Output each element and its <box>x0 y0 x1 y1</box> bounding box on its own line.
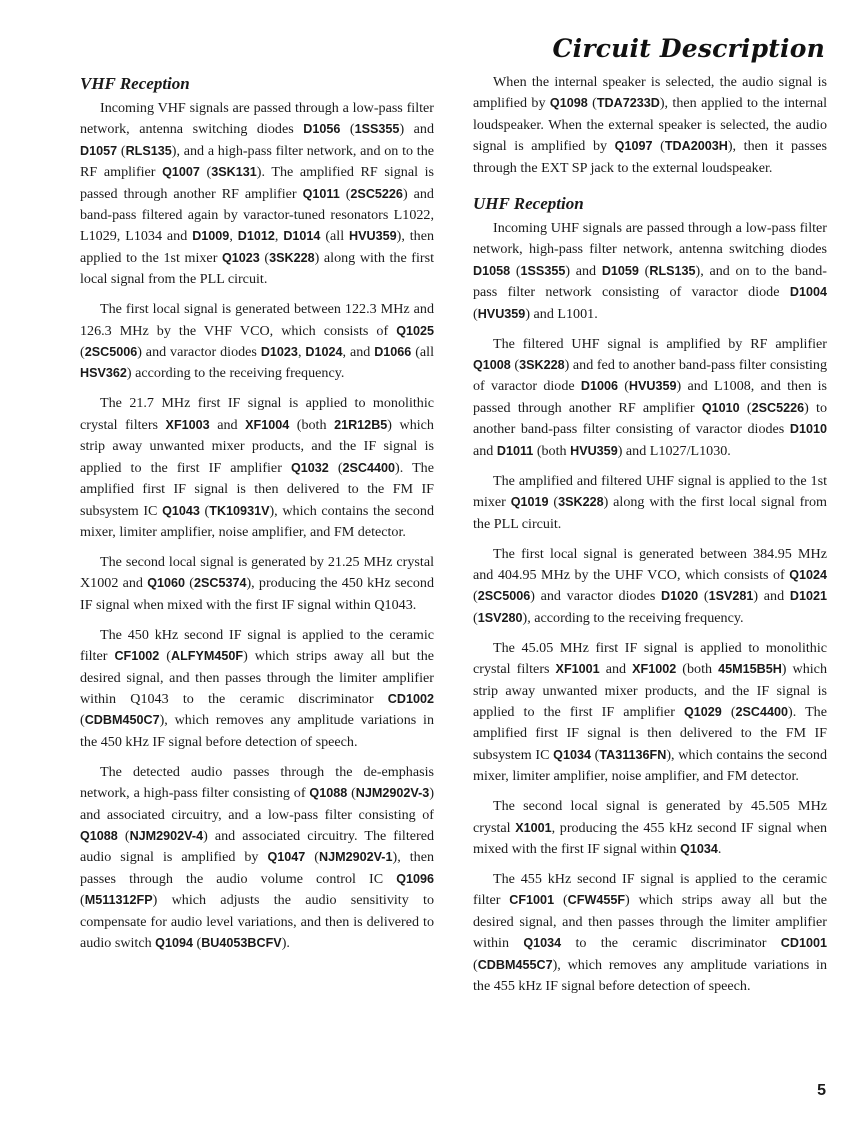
paragraph-text: ( <box>638 262 650 279</box>
paragraph-text: , <box>297 344 306 361</box>
component-designator: 1SV280 <box>477 610 523 625</box>
paragraph-text: The 21.7 MHz first IF signal is applied to monolithic crystal filters <box>80 395 434 433</box>
body-paragraph <box>80 299 434 385</box>
paragraph-text: ( <box>305 849 319 866</box>
paragraph-text: ( <box>259 249 270 266</box>
component-designator: 3SK228 <box>269 250 315 265</box>
paragraph-text: ), then applied to the internal loudspeaker. When the external speaker is selected, the audio signal is amplified by <box>473 95 827 155</box>
component-designator: TDA7233D <box>596 96 660 111</box>
paragraph-text: ( <box>192 935 202 951</box>
component-designator: TA31136FN <box>599 747 667 762</box>
paragraph-text: ( <box>473 588 478 605</box>
paragraph-text: ) which adjusts the audio sensitivity to compensate for audio level variations, and then is delivered to audio switch <box>80 892 434 951</box>
component-designator: D1056 <box>303 122 341 137</box>
body-paragraph <box>473 334 827 462</box>
component-designator: Q1094 <box>155 936 193 950</box>
paragraph-text: ( <box>117 142 126 159</box>
paragraph-text: ). The amplified RF signal is passed through another RF amplifier <box>80 164 434 202</box>
body-paragraph <box>473 796 827 860</box>
speaker-output-paragraphs <box>473 72 827 179</box>
component-designator: 1SS355 <box>354 122 400 137</box>
paragraph-text: ). The amplified first IF signal is then delivered to the FM IF subsystem IC <box>473 703 827 763</box>
paragraph-text: ), according to the receiving frequency. <box>522 609 744 626</box>
component-designator: BU4053BCFV <box>201 936 282 950</box>
paragraph-text: The amplified and filtered UHF signal is applied to the 1st mixer <box>473 472 827 511</box>
component-designator: HVU359 <box>570 443 618 458</box>
paragraph-text: The first local signal is generated between 384.95 MHz and 404.95 MHz by the UHF VCO, which consists of <box>473 545 827 583</box>
component-designator: HSV362 <box>80 366 127 381</box>
paragraph-text: (all <box>320 228 350 245</box>
paragraph-text: ), then it passes through the EXT SP jack to the external loudspeaker. <box>473 138 828 176</box>
component-designator: CD1001 <box>780 936 827 951</box>
paragraph-text: The 45.05 MHz first IF signal is applied to monolithic crystal filters <box>473 639 827 678</box>
paragraph-text: ) and <box>565 262 602 279</box>
paragraph-text: ). The amplified first IF signal is then delivered to the FM IF subsystem IC <box>80 459 434 519</box>
paragraph-text: ) and L1008, and then is passed through another RF amplifier <box>473 378 827 416</box>
component-designator: 1SV281 <box>708 589 754 604</box>
component-designator: Q1096 <box>396 871 434 886</box>
paragraph-text: , <box>274 228 284 245</box>
component-designator: 2SC5006 <box>84 345 138 360</box>
component-designator: Q1032 <box>290 460 329 475</box>
component-designator: Q1088 <box>309 786 348 801</box>
component-designator: D1014 <box>283 229 321 244</box>
paragraph-text: ( <box>473 609 478 626</box>
component-designator: TK10931V <box>209 503 270 518</box>
paragraph-text: (both <box>289 416 335 433</box>
component-designator: 2SC5226 <box>350 186 403 201</box>
paragraph-text: ), which removes any amplitude variations in the 455 kHz IF signal before detection of speech. <box>473 956 827 994</box>
paragraph-text: ). <box>281 935 290 951</box>
component-designator: 3SK228 <box>519 358 565 373</box>
paragraph-text: ) along with the first local signal from the PLL circuit. <box>473 494 827 532</box>
body-paragraph <box>473 544 827 630</box>
paragraph-text: (all <box>411 344 435 361</box>
component-designator: 2SC4400 <box>735 704 789 719</box>
page-number: 5 <box>817 1082 826 1099</box>
component-designator: 45M15B5H <box>718 662 782 677</box>
component-designator: Q1019 <box>510 495 549 510</box>
paragraph-text: ) and band-pass filtered again by varactor-tuned resonators L1022, L1029, L1034 and <box>80 185 434 245</box>
paragraph-text: to the ceramic discriminator <box>561 935 781 952</box>
component-designator: Q1011 <box>302 186 340 201</box>
component-designator: RLS135 <box>125 143 172 158</box>
component-designator: CF1002 <box>114 649 160 664</box>
paragraph-text: ) and varactor diodes <box>137 344 261 361</box>
paragraph-text: ( <box>473 956 478 973</box>
paragraph-text: The second local signal is generated by 21.25 MHz crystal X1002 and <box>80 553 434 592</box>
component-designator: D1011 <box>496 443 534 458</box>
component-designator: D1059 <box>601 263 639 278</box>
paragraph-text: ( <box>80 344 85 361</box>
paragraph-text: ( <box>199 164 212 181</box>
uhf-reception-paragraphs <box>473 218 827 997</box>
component-designator: M511312FP <box>84 893 153 908</box>
component-designator: D1023 <box>260 345 298 360</box>
component-designator: NJM2902V-1 <box>319 850 393 865</box>
body-paragraph <box>80 625 434 753</box>
paragraph-text: Incoming UHF signals are passed through a low-pass filter network, high-pass filter network, antenna switching diodes <box>473 220 827 258</box>
body-paragraph <box>473 72 827 179</box>
paragraph-text: ( <box>721 703 736 720</box>
component-designator: Q1097 <box>614 139 653 154</box>
component-designator: 3SK228 <box>558 495 604 510</box>
component-designator: Q1034 <box>553 747 591 762</box>
paragraph-text: ) and varactor diodes <box>530 588 662 605</box>
paragraph-text: ), which removes any amplitude variations in the 450 kHz IF signal before detection of speech. <box>80 712 434 750</box>
paragraph-text: ( <box>117 827 130 844</box>
component-designator: Q1043 <box>162 503 200 518</box>
body-paragraph <box>80 393 434 543</box>
paragraph-text: ) and associated circuitry. The filtered audio signal is amplified by <box>80 827 434 866</box>
component-designator: Q1008 <box>473 358 511 373</box>
paragraph-text: ) to another band-pass filter consisting of varactor diodes <box>473 399 827 438</box>
paragraph-text: ( <box>340 121 355 138</box>
component-designator: D1058 <box>473 263 511 278</box>
paragraph-text: The detected audio passes through the de-emphasis network, a high-pass filter consisting of <box>80 763 434 802</box>
paragraph-text: ( <box>510 357 520 374</box>
component-designator: RLS135 <box>649 263 696 278</box>
paragraph-text: ( <box>548 494 559 511</box>
component-designator: Q1047 <box>267 850 306 865</box>
paragraph-text: ), and on to the band-pass filter network consisting of varactor diode <box>473 262 827 301</box>
paragraph-text: ( <box>159 648 171 665</box>
component-designator: CD1002 <box>387 691 434 706</box>
component-designator: Q1024 <box>789 567 827 582</box>
body-paragraph <box>80 762 434 955</box>
component-designator: CDBM455C7 <box>477 957 553 972</box>
component-designator: Q1007 <box>162 165 200 180</box>
component-designator: XF1004 <box>245 417 290 432</box>
component-designator: D1066 <box>374 345 412 360</box>
component-designator: CDBM450C7 <box>84 713 160 728</box>
paragraph-text: ) and <box>753 588 790 605</box>
right-column <box>473 72 827 1006</box>
component-designator: Q1010 <box>701 400 740 415</box>
body-paragraph <box>80 98 434 291</box>
paragraph-text: ) according to the receiving frequency. <box>126 365 345 382</box>
paragraph-text: (both <box>676 661 719 678</box>
paragraph-text: ( <box>185 575 194 592</box>
body-paragraph <box>473 218 827 325</box>
left-column <box>80 72 434 963</box>
component-designator: HVU359 <box>628 379 677 394</box>
component-designator: ALFYM450F <box>170 649 244 664</box>
body-paragraph <box>473 638 827 788</box>
paragraph-text: ), which contains the second mixer, limiter amplifier, noise amplifier, and FM detector. <box>473 746 828 785</box>
body-paragraph <box>473 869 827 997</box>
component-designator: Q1098 <box>549 96 588 111</box>
paragraph-text: Incoming VHF signals are passed through a low-pass filter network, antenna switching diodes <box>80 100 434 138</box>
paragraph-text: ( <box>739 399 752 416</box>
paragraph-text: ( <box>199 502 210 519</box>
paragraph-text: ) which strip away unwanted mixer products, and the IF signal is applied to the first IF amplifier <box>80 416 434 476</box>
paragraph-text: The first local signal is generated between 122.3 MHz and 126.3 MHz by the VHF VCO, which consists of <box>80 301 434 339</box>
component-designator: D1057 <box>80 143 118 158</box>
paragraph-text: ) and <box>399 121 435 138</box>
component-designator: CFW455F <box>567 893 626 908</box>
component-designator: Q1023 <box>222 250 260 265</box>
body-paragraph <box>80 552 434 616</box>
component-designator: 2SC5374 <box>193 576 247 591</box>
paragraph-text: ( <box>347 785 356 802</box>
paragraph-text: , producing the 455 kHz second IF signal when mixed with the first IF signal within <box>473 819 828 857</box>
paragraph-text: (both <box>533 442 571 459</box>
paragraph-text: ), then applied to the 1st mixer <box>80 228 435 266</box>
paragraph-text: ( <box>80 892 85 909</box>
component-designator: 1SS355 <box>520 263 566 278</box>
page-title: Circuit Description <box>552 34 825 63</box>
paragraph-text: and <box>473 442 497 459</box>
paragraph-text: The 450 kHz second IF signal is applied to the ceramic filter <box>80 626 434 665</box>
paragraph-text: ( <box>652 138 665 155</box>
paragraph-text: The second local signal is generated by 45.505 MHz crystal <box>473 798 827 836</box>
component-designator: TDA2003H <box>664 139 728 154</box>
paragraph-text: ) and L1001. <box>525 305 598 322</box>
component-designator: 2SC4400 <box>342 460 396 475</box>
paragraph-text: ( <box>590 746 600 763</box>
paragraph-text: ) and L1027/L1030. <box>617 442 731 459</box>
paragraph-text: , and <box>342 344 375 361</box>
component-designator: D1009 <box>192 229 230 244</box>
component-designator: Q1034 <box>680 841 718 856</box>
paragraph-text: ), producing the 450 kHz second IF signal when mixed with the first IF signal within Q1043. <box>80 575 434 613</box>
paragraph-text: ), then passes through the audio volume control IC <box>80 849 434 887</box>
component-designator: D1024 <box>305 345 343 360</box>
component-designator: XF1001 <box>555 662 600 677</box>
paragraph-text: ) which strips away all but the desired signal, and then passes through the limiter amplifier within Q1043 to the ceramic discriminator <box>80 648 435 707</box>
component-designator: CF1001 <box>509 893 555 908</box>
paragraph-text: When the internal speaker is selected, the audio signal is amplified by <box>473 74 827 112</box>
component-designator: D1006 <box>580 379 618 394</box>
paragraph-text: . <box>717 840 722 857</box>
component-designator: Q1060 <box>147 576 186 591</box>
paragraph-text: ) which strip away unwanted mixer products, and the IF signal is applied to the first IF amplifier <box>473 661 827 720</box>
vhf-reception-paragraphs <box>80 98 434 954</box>
paragraph-text: ( <box>80 712 85 729</box>
paragraph-text: ( <box>698 588 709 605</box>
component-designator: D1020 <box>661 589 699 604</box>
component-designator: 2SC5226 <box>751 400 805 415</box>
paragraph-text: ( <box>587 95 597 112</box>
component-designator: D1004 <box>789 285 827 300</box>
paragraph-text: ( <box>510 262 521 279</box>
component-designator: 3SK131 <box>211 165 257 180</box>
paragraph-text: and <box>599 661 633 678</box>
component-designator: XF1003 <box>165 417 210 432</box>
component-designator: NJM2902V-3 <box>355 786 430 801</box>
body-paragraph <box>473 471 827 535</box>
paragraph-text: ( <box>328 459 343 476</box>
paragraph-text: ( <box>473 305 478 322</box>
component-designator: Q1029 <box>683 704 722 719</box>
component-designator: D1010 <box>789 422 827 437</box>
paragraph-text: The filtered UHF signal is amplified by RF amplifier <box>493 335 827 352</box>
paragraph-text: and <box>209 416 246 433</box>
component-designator: D1012 <box>237 229 275 244</box>
paragraph-text: ( <box>554 892 568 909</box>
section-heading-uhf-reception: UHF Reception <box>473 194 584 214</box>
paragraph-text: ), which contains the second mixer, limiter amplifier, noise amplifier, and FM detector. <box>80 502 435 540</box>
paragraph-text: , <box>229 228 238 245</box>
component-designator: HVU359 <box>477 306 526 321</box>
component-designator: D1021 <box>789 589 827 604</box>
component-designator: Q1088 <box>80 828 118 843</box>
paragraph-text: ), and a high-pass filter network, and on to the RF amplifier <box>80 142 434 181</box>
section-heading-vhf-reception: VHF Reception <box>80 74 190 93</box>
paragraph-text: ( <box>618 378 629 395</box>
paragraph-text: The 455 kHz second IF signal is applied to the ceramic filter <box>473 870 827 909</box>
component-designator: NJM2902V-4 <box>129 828 204 843</box>
paragraph-text: ( <box>339 185 351 202</box>
component-designator: Q1025 <box>396 323 434 338</box>
paragraph-text: ) and fed to another band-pass filter consisting of varactor diode <box>473 357 827 395</box>
paragraph-text: ) and associated circuitry, and a low-pass filter consisting of <box>80 785 435 823</box>
component-designator: 2SC5006 <box>477 589 531 604</box>
paragraph-text: ) which strips away all but the desired signal, and then passes through the limiter amplifier within <box>473 892 828 952</box>
component-designator: Q1034 <box>523 936 562 951</box>
component-designator: HVU359 <box>349 229 397 244</box>
component-designator: XF1002 <box>632 662 677 677</box>
component-designator: 21R12B5 <box>334 417 388 432</box>
component-designator: X1001 <box>515 820 552 835</box>
paragraph-text: ) along with the first local signal from the PLL circuit. <box>80 249 435 288</box>
